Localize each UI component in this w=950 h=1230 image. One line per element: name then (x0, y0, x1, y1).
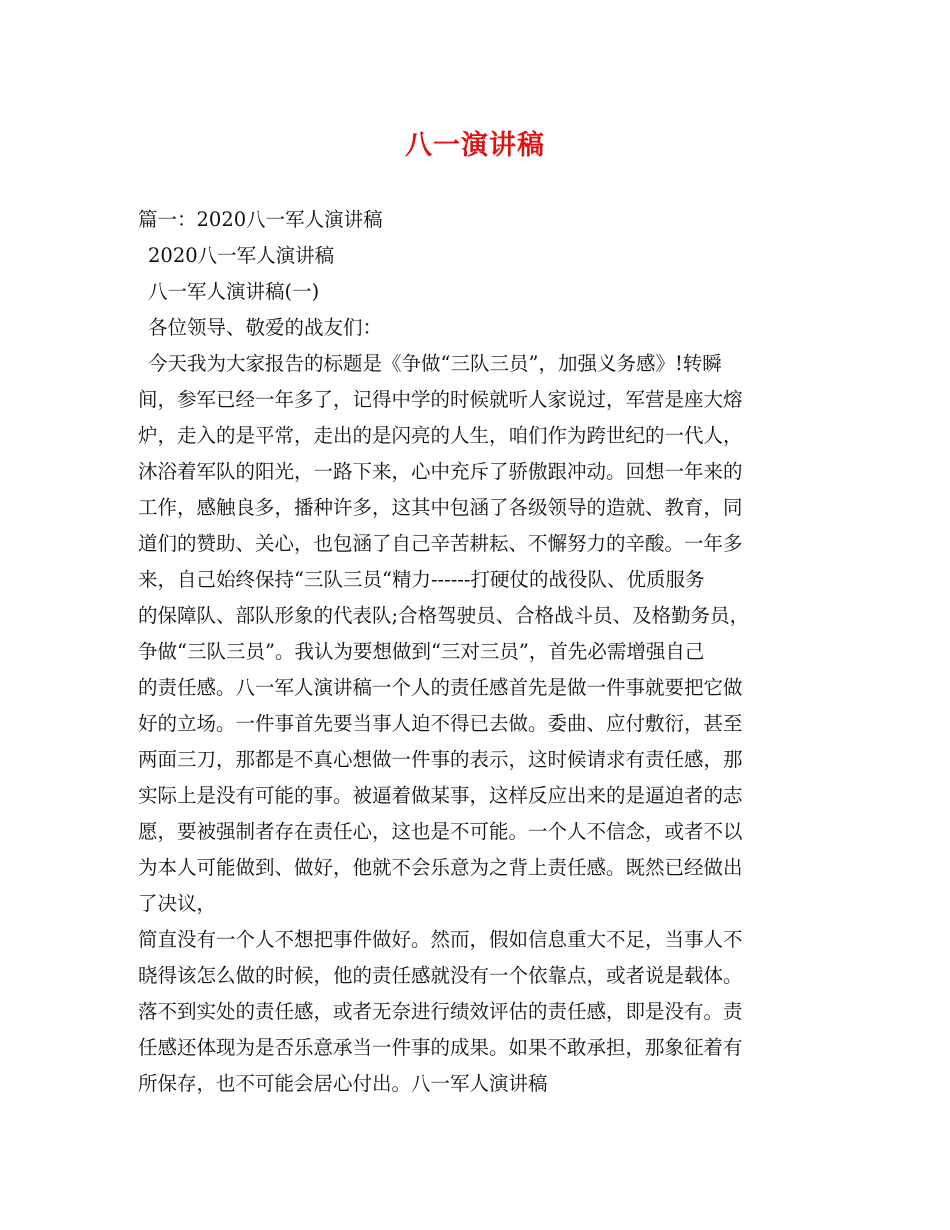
text-line: 篇一：2020八一军人演讲稿 (138, 208, 383, 231)
text-line: 两面三刀，那都是不真心想做一件事的表示，这时候请求有责任感，那 (138, 748, 743, 771)
document-body (138, 202, 818, 1102)
text-line: 的责任感。八一军人演讲稿一个人的责任感首先是做一件事就要把它做 (138, 676, 743, 699)
text-line: 争做“三队三员”。我认为要想做到“三对三员”，首先必需增强自己 (138, 640, 705, 663)
text-line: 工作，感触良多，播种许多，这其中包涵了各级领导的造就、教育，同 (138, 496, 743, 519)
text-line: 八一军人演讲稿(一) (148, 280, 320, 303)
text-line: 晓得该怎么做的时候，他的责任感就没有一个依靠点，或者说是载体。 (138, 964, 743, 987)
text-line: 愿，要被强制者存在责任心，这也是不可能。一个人不信念，或者不以 (138, 820, 743, 843)
text-line: 实际上是没有可能的事。被逼着做某事，这样反应出来的是逼迫者的志 (138, 784, 743, 807)
text-line: 各位领导、敬爱的战友们： (148, 316, 383, 339)
text-line: 落不到实处的责任感，或者无奈进行绩效评估的责任感，即是没有。责 (138, 1000, 743, 1023)
text-line: 沐浴着军队的阳光，一路下来，心中充斥了骄傲跟冲动。回想一年来的 (138, 460, 743, 483)
text-line: 简直没有一个人不想把事件做好。然而，假如信息重大不足，当事人不 (138, 928, 743, 951)
text-line: 了决议， (138, 892, 217, 915)
text-line: 间，参军已经一年多了，记得中学的时候就听人家说过，军营是座大熔 (138, 388, 743, 411)
text-line: 好的立场。一件事首先要当事人迫不得已去做。委曲、应付敷衍，甚至 (138, 712, 743, 735)
text-line: 来，自己始终保持“三队三员“精力------打硬仗的战役队、优质服务 (138, 568, 705, 591)
text-line: 炉，走入的是平常，走出的是闪亮的人生，咱们作为跨世纪的一代人， (138, 424, 743, 447)
text-line: 2020八一军人演讲稿 (148, 244, 335, 267)
text-line: 所保存，也不可能会居心付出。八一军人演讲稿 (138, 1072, 548, 1095)
text-line: 今天我为大家报告的标题是《争做“三队三员”，加强义务感》!转瞬 (148, 352, 722, 375)
document-title: 八一演讲稿 (405, 130, 545, 161)
text-line: 任感还体现为是否乐意承当一件事的成果。如果不敢承担，那象征着有 (138, 1036, 743, 1059)
text-line: 为本人可能做到、做好，他就不会乐意为之背上责任感。既然已经做出 (138, 856, 743, 879)
text-line: 道们的赞助、关心，也包涵了自己辛苦耕耘、不懈努力的辛酸。一年多 (138, 532, 743, 555)
text-line: 的保障队、部队形象的代表队;合格驾驶员、合格战斗员、及格勤务员， (138, 604, 750, 627)
